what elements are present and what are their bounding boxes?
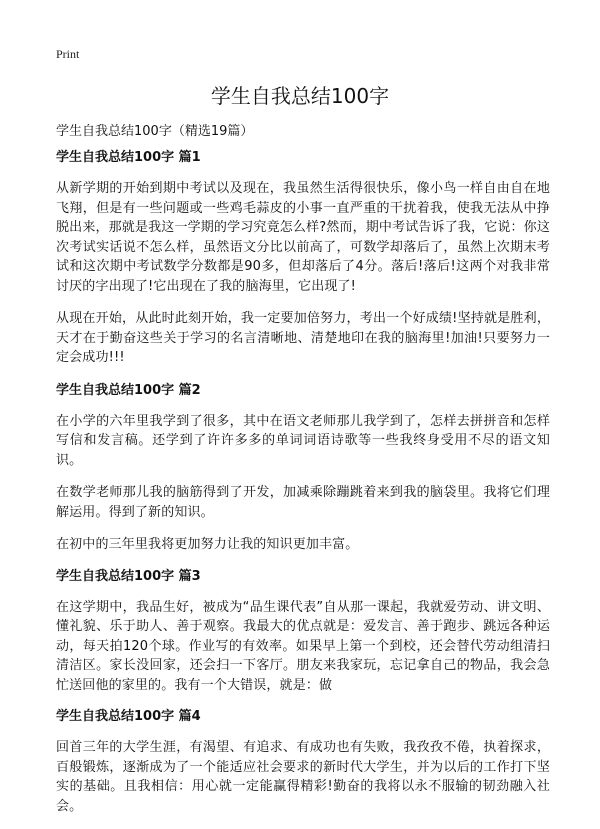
paragraph: 在这学期中，我品生好，被成为“品生课代表”自从那一课起，我就爱劳动、讲文明、懂礼貌、乐于助人、善于观察。我最大的优点就是：爱发言、善于跑步、跳远各种运动，每天拍120个球。作业写的有效率。如果早上第一个到校，还会替代劳动组清扫清洁区。家长没回家，还会扫一下客厅。朋友来我家玩，忘记拿自己的物品，我会急忙送回他的家里的。我有一个大错误，就是：做 bbox=[56, 599, 550, 693]
section-heading: 学生自我总结100字 篇3 bbox=[56, 568, 201, 584]
section-heading: 学生自我总结100字 篇4 bbox=[56, 709, 201, 724]
section-3 bbox=[56, 568, 550, 696]
paragraph: 在初中的三年里我将更加努力让我的知识更加丰富。 bbox=[56, 537, 359, 552]
section-heading: 学生自我总结100字 篇1 bbox=[56, 150, 201, 165]
paragraph: 在小学的六年里我学到了很多，其中在语文老师那儿我学到了，怎样去拼拼音和怎样写信和发言稿。还学到了许许多多的单词词语诗歌等一些我终身受用不尽的语文知识。 bbox=[56, 413, 550, 468]
article-body bbox=[56, 149, 550, 829]
paragraph: 回首三年的大学生涯，有渴望、有追求、有成功也有失败，我孜孜不倦，执着探求，百般锻炼，逐渐成为了一个能适应社会要求的新时代大学生，并为以后的工作打下坚实的基础。且我相信：用心就一定能赢得精彩!勤奋的我将以永不服输的韧劲融入社会。 bbox=[56, 740, 550, 814]
paragraph: 从现在开始，从此时此刻开始，我一定要加倍努力，考出一个好成绩!坚持就是胜利，天才在于勤奋这些关于学习的名言清晰地、清楚地印在我的脑海里!加油!只要努力一定会成功!!! bbox=[56, 311, 550, 365]
document-subtitle: 学生自我总结100字（精选19篇） bbox=[56, 124, 254, 139]
section-2 bbox=[56, 382, 550, 555]
paragraph: 在数学老师那儿我的脑筋得到了开发，加减乘除蹦跳着来到我的脑袋里。我将它们理解运用。得到了新的知识。 bbox=[56, 485, 550, 520]
section-heading: 学生自我总结100字 篇2 bbox=[56, 382, 201, 398]
page-title: 学生自我总结100字 bbox=[210, 84, 390, 108]
paragraph: 从新学期的开始到期中考试以及现在，我虽然生活得很快乐，像小鸟一样自由自在地飞翔，但是有一些问题或一些鸡毛蒜皮的小事一直严重的干扰着我，使我无法从中挣脱出来，那就是我这一学期的学习究竟怎么样?然而，期中考试告诉了我，它说：你这次考试实话说不怎么样，虽然语文分比以前高了，可数学却落后了，虽然上次期末考试和这次期中考试数学分数都是90多，但却落后了4分。落后!落后!这两个对我非常讨厌的字出现了!它出现在了我的脑海里，它出现了! bbox=[56, 181, 550, 294]
section-4 bbox=[56, 708, 550, 816]
print-link[interactable]: Print bbox=[56, 47, 80, 61]
section-1 bbox=[56, 149, 550, 368]
